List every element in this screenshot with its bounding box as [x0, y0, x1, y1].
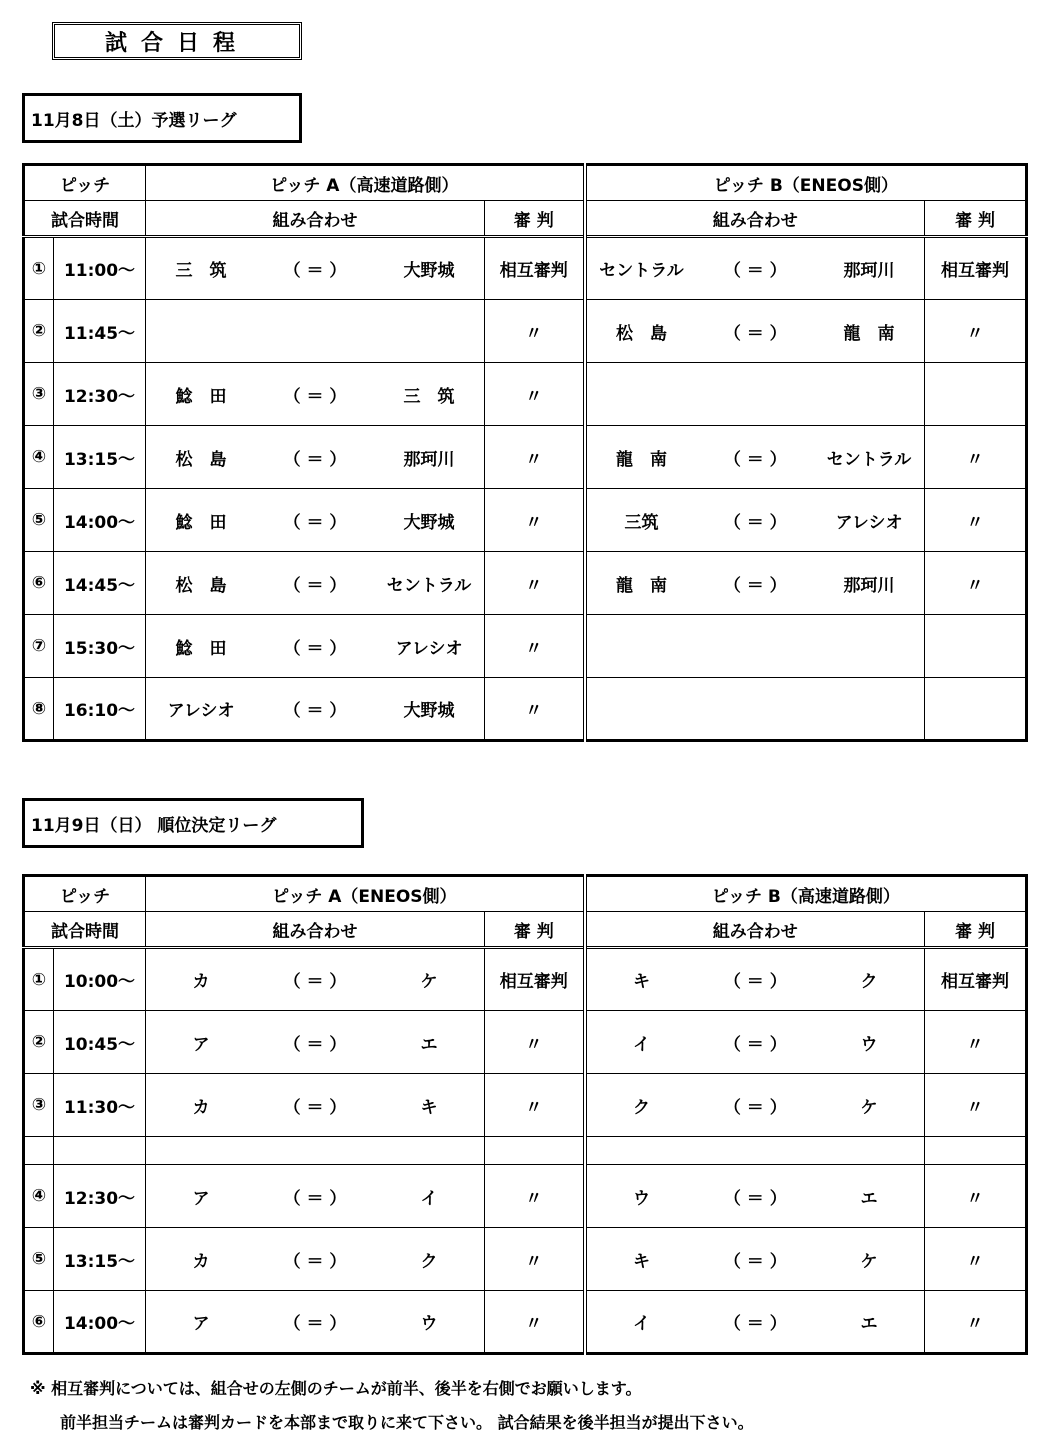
pitch-b-matchup: [585, 426, 925, 489]
table-row: [24, 1291, 1027, 1354]
score: （ ＝ ）: [283, 512, 347, 533]
team-left: 松 島: [175, 575, 227, 596]
pitch-b-referee: [925, 363, 1027, 426]
pitch-b-referee: 〃: [925, 1011, 1027, 1074]
pitch-b-referee: 相互審判: [925, 948, 1027, 1011]
day1-label: 11月8日（土）予選リーグ: [22, 93, 302, 143]
team-left: 松 島: [175, 449, 227, 470]
team-left: イ: [633, 1314, 651, 1334]
header-pitch-a: ピッチ A（ENEOS側）: [146, 876, 585, 912]
match-time: 12:30～: [54, 363, 146, 426]
pitch-b-referee: 〃: [925, 300, 1027, 363]
pitch-a-referee: 〃: [485, 552, 585, 615]
pitch-a-referee: 〃: [485, 1228, 585, 1291]
table-row: [24, 678, 1027, 741]
match-number: ①: [24, 948, 54, 1011]
pitch-b-matchup: [585, 1074, 925, 1137]
team-right: エ: [860, 1188, 878, 1209]
header-ref-b: 審 判: [925, 201, 1027, 237]
pitch-b-matchup: [585, 1228, 925, 1291]
pitch-b-matchup: [585, 948, 925, 1011]
page-title: 試合日程: [52, 22, 302, 60]
score: （ ＝ ）: [283, 575, 347, 596]
pitch-a-matchup: [146, 678, 485, 741]
match-number: ④: [24, 426, 54, 489]
match-time: 10:00～: [54, 948, 146, 1011]
pitch-a-referee: 〃: [485, 678, 585, 741]
pitch-a-matchup: [146, 489, 485, 552]
score: （ ＝ ）: [283, 1188, 347, 1209]
team-right: アレシオ: [395, 638, 463, 659]
team-left: ウ: [633, 1188, 651, 1209]
pitch-a-matchup: [146, 300, 485, 363]
team-right: 那珂川: [843, 261, 895, 281]
score: （ ＝ ）: [723, 972, 787, 992]
header-ref-a: 審 判: [485, 912, 585, 948]
team-left: 三 筑: [175, 261, 227, 281]
team-right: 大野城: [403, 261, 455, 281]
score: （ ＝ ）: [723, 449, 787, 470]
team-left: ア: [192, 1314, 210, 1334]
match-time: 14:00～: [54, 1291, 146, 1354]
team-left: 鯰 田: [175, 638, 227, 659]
pitch-b-matchup: [585, 1165, 925, 1228]
match-time: 10:45～: [54, 1011, 146, 1074]
match-number: ③: [24, 363, 54, 426]
header-pitch: ピッチ: [24, 876, 146, 912]
pitch-a-referee: 〃: [485, 426, 585, 489]
score: （ ＝ ）: [283, 638, 347, 659]
team-right: 那珂川: [843, 575, 895, 596]
team-right: 龍 南: [843, 323, 895, 344]
team-right: ケ: [860, 1251, 878, 1272]
score: （ ＝ ）: [723, 512, 787, 533]
team-right: ク: [420, 1251, 438, 1272]
pitch-a-matchup: [146, 363, 485, 426]
pitch-b-matchup: [585, 237, 925, 300]
pitch-a-matchup: [146, 1291, 485, 1354]
match-time: 11:45～: [54, 300, 146, 363]
score: （ ＝ ）: [723, 323, 787, 344]
header-time: 試合時間: [24, 201, 146, 237]
table-row: [24, 1011, 1027, 1074]
table-row: [24, 615, 1027, 678]
header-pitch-b: ピッチ B（高速道路側）: [585, 876, 1027, 912]
pitch-b-referee: 〃: [925, 489, 1027, 552]
team-left: イ: [633, 1034, 651, 1055]
pitch-b-matchup: [585, 1011, 925, 1074]
table-row: [24, 552, 1027, 615]
team-right: ウ: [420, 1314, 438, 1334]
team-right: アレシオ: [835, 512, 903, 533]
pitch-b-referee: 〃: [925, 426, 1027, 489]
header-time: 試合時間: [24, 912, 146, 948]
team-left: カ: [192, 1251, 210, 1272]
score: （ ＝ ）: [283, 1097, 347, 1118]
pitch-a-matchup: [146, 948, 485, 1011]
pitch-b-matchup: [585, 300, 925, 363]
team-right: 三 筑: [403, 386, 455, 407]
match-number: ⑤: [24, 489, 54, 552]
team-right: イ: [420, 1188, 438, 1209]
pitch-b-referee: [925, 615, 1027, 678]
match-time: 14:00～: [54, 489, 146, 552]
table-row: [24, 948, 1027, 1011]
pitch-a-matchup: [146, 552, 485, 615]
team-right: ケ: [860, 1097, 878, 1118]
match-number: ⑥: [24, 552, 54, 615]
header-combo-b: 組み合わせ: [585, 912, 925, 948]
header-combo-a: 組み合わせ: [146, 912, 485, 948]
match-time: 11:30～: [54, 1074, 146, 1137]
match-time: 13:15～: [54, 426, 146, 489]
score: （ ＝ ）: [283, 1251, 347, 1272]
pitch-a-referee: 〃: [485, 1074, 585, 1137]
score: （ ＝ ）: [723, 261, 787, 281]
table-row: [24, 300, 1027, 363]
match-time: 12:30～: [54, 1165, 146, 1228]
team-right: キ: [420, 1097, 438, 1118]
team-left: ク: [633, 1097, 651, 1118]
table-row: [24, 237, 1027, 300]
table-row: [24, 426, 1027, 489]
team-left: キ: [633, 972, 651, 992]
pitch-b-referee: [925, 678, 1027, 741]
score: （ ＝ ）: [723, 1034, 787, 1055]
score: （ ＝ ）: [283, 449, 347, 470]
team-left: 鯰 田: [175, 512, 227, 533]
team-right: 那珂川: [403, 449, 455, 470]
pitch-a-matchup: [146, 1011, 485, 1074]
team-right: ウ: [860, 1034, 878, 1055]
spacer-row: [24, 1137, 1027, 1165]
score: （ ＝ ）: [723, 1251, 787, 1272]
match-number: ②: [24, 300, 54, 363]
day2-schedule-table: [22, 874, 1028, 1355]
match-number: ⑧: [24, 678, 54, 741]
pitch-a-matchup: [146, 237, 485, 300]
score: （ ＝ ）: [283, 386, 347, 407]
team-left: キ: [633, 1251, 651, 1272]
match-number: ⑤: [24, 1228, 54, 1291]
team-left: カ: [192, 1097, 210, 1118]
team-right: 大野城: [403, 701, 455, 721]
match-number: ②: [24, 1011, 54, 1074]
match-number: ④: [24, 1165, 54, 1228]
team-left: カ: [192, 972, 210, 992]
header-pitch-b: ピッチ B（ENEOS側）: [585, 165, 1027, 201]
note-line-2: 前半担当チームは審判カードを本部まで取りに来て下さい。 試合結果を後半担当が提出下さい。: [60, 1413, 754, 1432]
pitch-a-referee: 相互審判: [485, 237, 585, 300]
header-ref-b: 審 判: [925, 912, 1027, 948]
pitch-a-referee: 〃: [485, 363, 585, 426]
day1-schedule-table: [22, 163, 1028, 742]
table-row: [24, 1074, 1027, 1137]
table-row: [24, 1165, 1027, 1228]
pitch-b-referee: 〃: [925, 1228, 1027, 1291]
team-left: 龍 南: [616, 449, 668, 470]
pitch-b-referee: 〃: [925, 552, 1027, 615]
pitch-a-referee: 〃: [485, 615, 585, 678]
team-left: 三筑: [624, 512, 659, 533]
team-right: エ: [860, 1314, 878, 1334]
pitch-b-matchup: [585, 615, 925, 678]
match-number: ③: [24, 1074, 54, 1137]
score: （ ＝ ）: [723, 575, 787, 596]
team-right: セントラル: [826, 449, 912, 470]
score: （ ＝ ）: [283, 1034, 347, 1055]
team-right: セントラル: [386, 575, 472, 596]
pitch-a-matchup: [146, 1228, 485, 1291]
team-left: アレシオ: [167, 701, 235, 721]
pitch-b-referee: 相互審判: [925, 237, 1027, 300]
score: （ ＝ ）: [283, 972, 347, 992]
header-pitch-a: ピッチ A（高速道路側）: [146, 165, 585, 201]
pitch-a-referee: 〃: [485, 1165, 585, 1228]
table-row: [24, 1228, 1027, 1291]
header-ref-a: 審 判: [485, 201, 585, 237]
score: （ ＝ ）: [723, 1314, 787, 1334]
team-left: 松 島: [616, 323, 668, 344]
pitch-a-matchup: [146, 1165, 485, 1228]
note-line-1: ※ 相互審判については、組合せの左側のチームが前半、後半を右側でお願いします。: [30, 1379, 642, 1398]
pitch-b-referee: 〃: [925, 1165, 1027, 1228]
score: （ ＝ ）: [723, 1097, 787, 1118]
pitch-a-referee: 〃: [485, 1291, 585, 1354]
match-time: 14:45～: [54, 552, 146, 615]
pitch-a-matchup: [146, 1074, 485, 1137]
pitch-a-referee: 〃: [485, 1011, 585, 1074]
header-pitch: ピッチ: [24, 165, 146, 201]
team-left: ア: [192, 1034, 210, 1055]
score: （ ＝ ）: [283, 1314, 347, 1334]
match-time: 13:15～: [54, 1228, 146, 1291]
match-number: ①: [24, 237, 54, 300]
score: （ ＝ ）: [283, 261, 347, 281]
match-number: ⑦: [24, 615, 54, 678]
pitch-b-matchup: [585, 678, 925, 741]
table-row: [24, 363, 1027, 426]
pitch-a-matchup: [146, 615, 485, 678]
team-right: 大野城: [403, 512, 455, 533]
pitch-a-referee: 相互審判: [485, 948, 585, 1011]
pitch-b-referee: 〃: [925, 1291, 1027, 1354]
team-right: ク: [860, 972, 878, 992]
pitch-b-referee: 〃: [925, 1074, 1027, 1137]
pitch-a-referee: 〃: [485, 489, 585, 552]
team-left: ア: [192, 1188, 210, 1209]
team-left: セントラル: [599, 261, 684, 281]
match-time: 16:10～: [54, 678, 146, 741]
match-time: 15:30～: [54, 615, 146, 678]
team-right: エ: [420, 1034, 438, 1055]
day2-label: 11月9日（日） 順位決定リーグ: [22, 798, 364, 848]
pitch-b-matchup: [585, 363, 925, 426]
pitch-a-matchup: [146, 426, 485, 489]
pitch-a-referee: 〃: [485, 300, 585, 363]
match-number: ⑥: [24, 1291, 54, 1354]
team-right: ケ: [420, 972, 438, 992]
team-left: 鯰 田: [175, 386, 227, 407]
score: （ ＝ ）: [723, 1188, 787, 1209]
header-combo-b: 組み合わせ: [585, 201, 925, 237]
pitch-b-matchup: [585, 1291, 925, 1354]
table-row: [24, 489, 1027, 552]
match-time: 11:00～: [54, 237, 146, 300]
score: （ ＝ ）: [283, 701, 347, 721]
pitch-b-matchup: [585, 552, 925, 615]
header-combo-a: 組み合わせ: [146, 201, 485, 237]
team-left: 龍 南: [616, 575, 668, 596]
pitch-b-matchup: [585, 489, 925, 552]
